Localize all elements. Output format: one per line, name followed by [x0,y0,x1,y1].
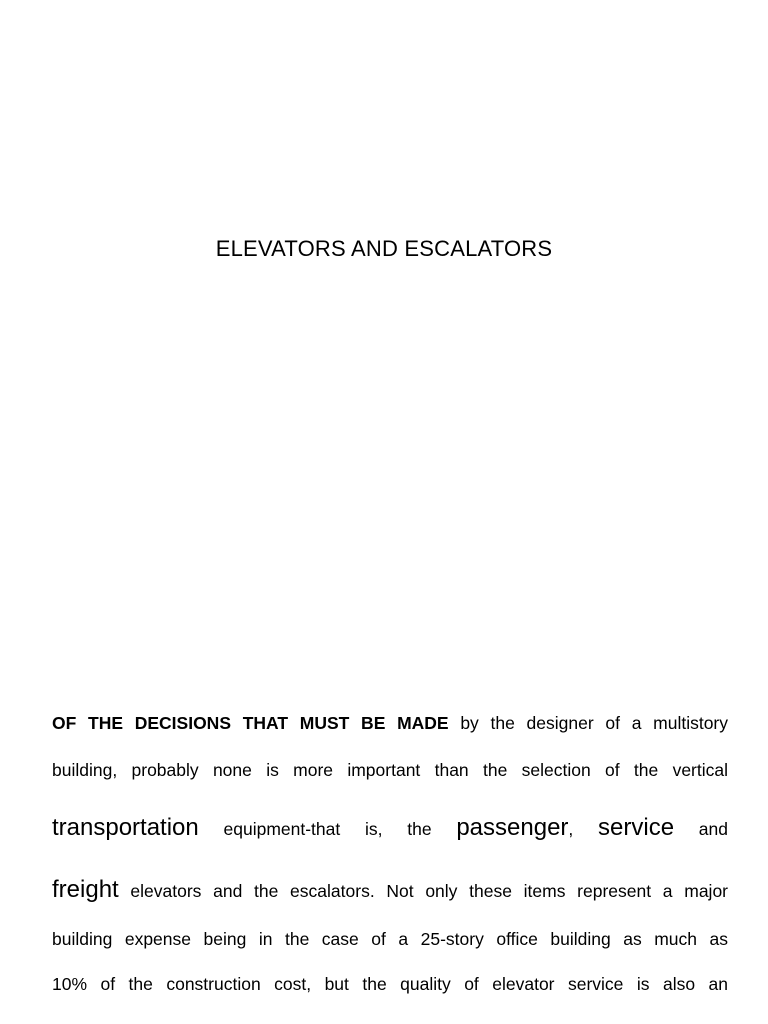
line-3-text-3: and [674,819,728,839]
term-transportation: transportation [52,814,199,841]
paragraph-line-2: building, probably none is more important than the selection of the vertical [52,760,728,780]
paragraph-line-3 [52,812,728,844]
term-passenger: passenger [456,814,569,841]
line-1-rest: by the designer of a multistory [448,713,729,733]
line-3-text-1: equipment-that is, the [198,819,457,839]
line-4-text-1: elevators and the escalators. Not only these items represent a major [118,881,728,901]
paragraph-line-5: building expense being in the case of a 25-story office building as much as [52,929,728,949]
term-service: service [598,814,675,841]
lead-in-text: OF THE DECISIONS THAT MUST BE MADE [52,713,449,733]
term-freight: freight [52,876,119,903]
document-title: ELEVATORS AND ESCALATORS [215,236,553,261]
paragraph-line-6: 10% of the construction cost, but the quality of elevator service is also an [52,974,728,994]
line-3-text-2: , [568,819,599,839]
paragraph-line-4 [52,874,728,906]
paragraph-line-1 [52,711,728,735]
